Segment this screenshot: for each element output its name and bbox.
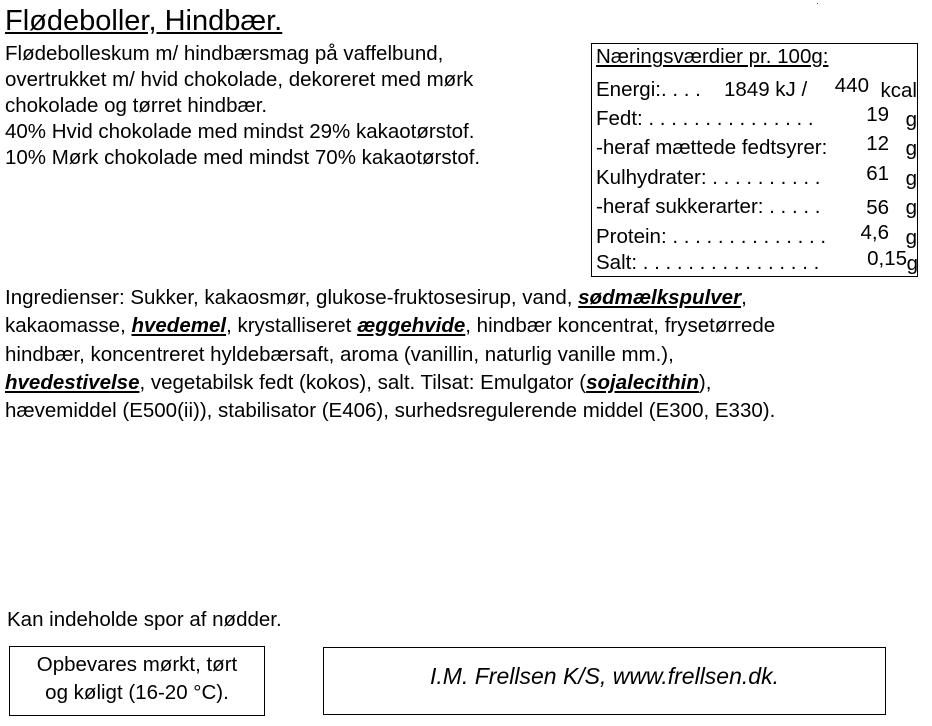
nutrition-heading: Næringsværdier pr. 100g: [596, 45, 829, 68]
allergen-egg: æggehvide [357, 314, 466, 338]
allergen-milk: sødmælkspulver [578, 286, 742, 309]
nutrition-value: 61 [866, 162, 889, 185]
description-line: Flødebolleskum m/ hindbærsmag på vaffelbund, [5, 42, 444, 65]
energy-kj-value: 1849 kJ / [724, 78, 808, 101]
nutrition-row-sugars [592, 194, 919, 220]
allergy-warning: Kan indeholde spor af nødder. [7, 608, 282, 631]
description-line: overtrukket m/ hvid chokolade, dekoreret med mørk [5, 68, 474, 91]
allergen-soy: sojalecithin [586, 370, 699, 394]
stray-dot [817, 3, 818, 4]
ingredients-line: hindbær, koncentreret hyldebærsaft, aroma (vanillin, naturlig vanille mm.), [5, 342, 674, 366]
nutrition-row-carbohydrates [592, 162, 919, 191]
product-title: Flødeboller, Hindbær. [5, 5, 283, 37]
nutrition-label: Kulhydrater: . . . . . . . . . . [596, 166, 821, 189]
description-line: chokolade og tørret hindbær. [5, 94, 268, 117]
nutrition-row-energy [592, 74, 919, 103]
storage-box [9, 646, 265, 716]
ingredients-list [5, 284, 925, 425]
ingredients-line [5, 369, 925, 397]
storage-line: og køligt (16-20 °C). [45, 681, 229, 704]
energy-kcal-value: 440 [834, 74, 869, 97]
description-line: 10% Mørk chokolade med mindst 70% kakaotørstof. [5, 146, 481, 169]
nutrition-unit: g [905, 196, 917, 219]
nutrition-label: Energi:. . . . [596, 78, 701, 101]
nutrition-table [591, 43, 918, 277]
ingredients-text: , [741, 286, 747, 309]
nutrition-label: Protein: . . . . . . . . . . . . . . [596, 225, 827, 248]
nutrition-row-salt [592, 247, 919, 276]
nutrition-row-saturated-fat [592, 132, 919, 161]
nutrition-label: Fedt: . . . . . . . . . . . . . . . [596, 107, 814, 130]
energy-kcal-unit: kcal [880, 79, 917, 102]
ingredients-text: ), [698, 370, 712, 394]
product-description [5, 41, 575, 171]
nutrition-value: 12 [866, 132, 889, 155]
ingredients-text: , vegetabilsk fedt (kokos), salt. Tilsat: Emulgator ( [139, 370, 587, 394]
nutrition-unit: g [905, 108, 917, 131]
nutrition-value: 4,6 [860, 221, 889, 244]
storage-line: Opbevares mørkt, tørt [36, 653, 238, 676]
manufacturer-box: I.M. Frellsen K/S, www.frellsen.dk. [323, 647, 886, 715]
nutrition-label: -heraf mættede fedtsyrer: [596, 136, 828, 159]
ingredients-text: kakaomasse, [5, 314, 132, 338]
ingredients-text: , krystalliseret [226, 314, 358, 338]
ingredients-line: hævemiddel (E500(ii)), stabilisator (E406), surhedsregulerende middel (E300, E330). [5, 399, 776, 423]
nutrition-label: Salt: . . . . . . . . . . . . . . . . [596, 251, 820, 274]
nutrition-row-fat [592, 103, 919, 132]
ingredients-text: Ingredienser: Sukker, kakaosmør, glukose-fruktosesirup, vand, [5, 286, 579, 309]
ingredients-line [5, 284, 925, 312]
nutrition-unit: g [905, 226, 917, 249]
nutrition-unit: g [906, 252, 918, 275]
ingredients-text: , hindbær koncentrat, frysetørrede [465, 314, 776, 338]
nutrition-unit: g [905, 137, 917, 160]
nutrition-value: 0,15 [867, 247, 907, 270]
nutrition-value: 19 [866, 103, 889, 126]
nutrition-label: -heraf sukkerarter: . . . . . [596, 195, 821, 218]
description-line: 40% Hvid chokolade med mindst 29% kakaotørstof. [5, 120, 475, 143]
ingredients-line [5, 312, 925, 340]
allergen-wheat-flour: hvedemel [131, 314, 227, 338]
nutrition-unit: g [905, 167, 917, 190]
nutrition-value: 56 [866, 196, 889, 219]
allergen-wheat-starch: hvedestivelse [5, 370, 140, 394]
